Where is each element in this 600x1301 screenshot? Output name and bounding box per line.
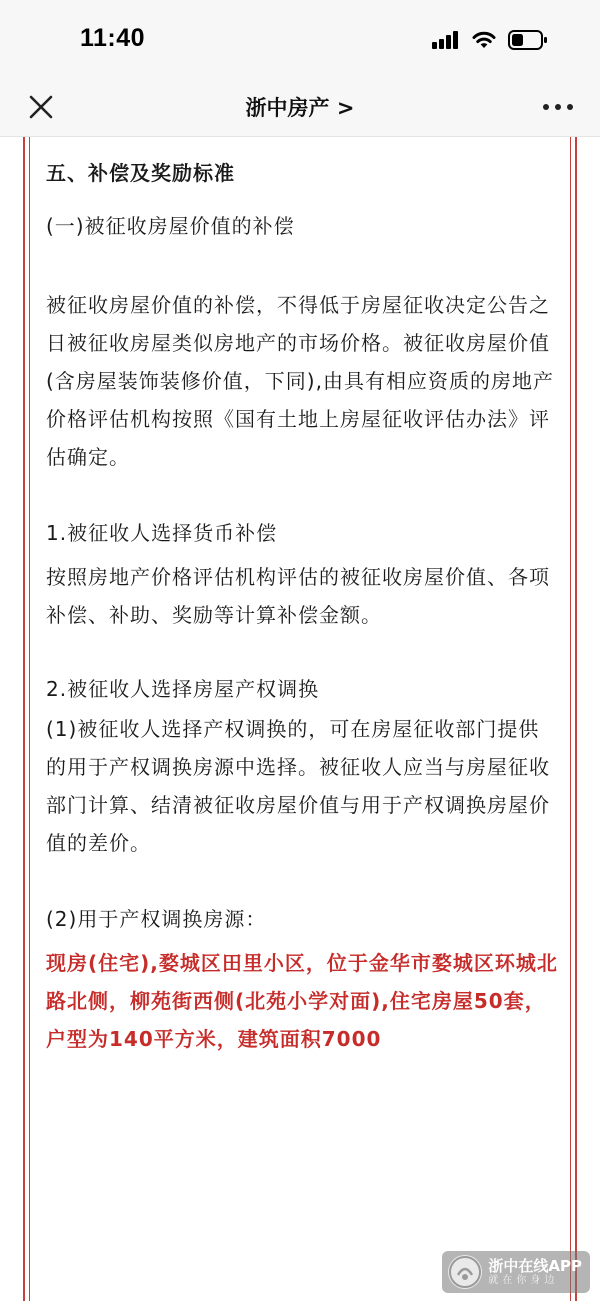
section-subheading: (一)被征收房屋价值的补偿: [46, 214, 295, 238]
status-bar: [0, 0, 600, 80]
article-body: [0, 137, 600, 1301]
right-border-inner: [570, 137, 571, 1301]
subsection-title-cash: 1.被征收人选择货币补偿: [46, 521, 278, 545]
battery-icon: [508, 30, 548, 50]
nav-bar: [0, 80, 600, 137]
subsection-housing-source: (2)用于产权调换房源：: [46, 907, 267, 931]
subsection-body-exchange: (1)被征收人选择产权调换的，可在房屋征收部门提供的用于产权调换房源中选择。被征收人应当与房屋征收部门计算、结清被征收房屋价值与用于产权调换房屋价值的差价。: [46, 717, 550, 855]
left-border-inner: [29, 137, 30, 1301]
section-heading: 五、补偿及奖励标准: [46, 161, 235, 185]
app-logo-icon: [448, 1255, 482, 1289]
paragraph-value-compensation: 被征收房屋价值的补偿，不得低于房屋征收决定公告之日被征收房屋类似房地产的市场价格。被征收房屋价值(含房屋装饰装修价值，下同),由具有相应资质的房地产价格评估机构按照《国有土地上房屋征收评估办法》评估确定。: [46, 293, 554, 469]
highlighted-housing-info: 现房(住宅),婺城区田里小区，位于金华市婺城区环城北路北侧，柳苑街西侧(北苑小学对面),住宅房屋50套，户型为140平方米，建筑面积7000: [46, 951, 558, 1051]
status-time: 11:40: [80, 24, 146, 52]
left-border-outer: [23, 137, 25, 1301]
more-icon[interactable]: [540, 94, 576, 120]
cellular-signal-icon: [432, 31, 460, 49]
watermark-slogan: 就在你身边: [488, 1274, 559, 1286]
subsection-body-cash: 按照房地产价格评估机构评估的被征收房屋价值、各项补偿、补助、奖励等计算补偿金额。: [46, 565, 550, 627]
status-icons: [432, 30, 548, 50]
subsection-title-exchange: 2.被征收人选择房屋产权调换: [46, 677, 320, 701]
app-watermark: [442, 1251, 590, 1293]
wifi-icon: [472, 31, 496, 49]
right-border-outer: [575, 137, 577, 1301]
account-title-link[interactable]: 浙中房产 >: [245, 96, 355, 120]
watermark-text: 浙中在线APP: [488, 1256, 582, 1275]
article-content: [46, 155, 560, 1058]
